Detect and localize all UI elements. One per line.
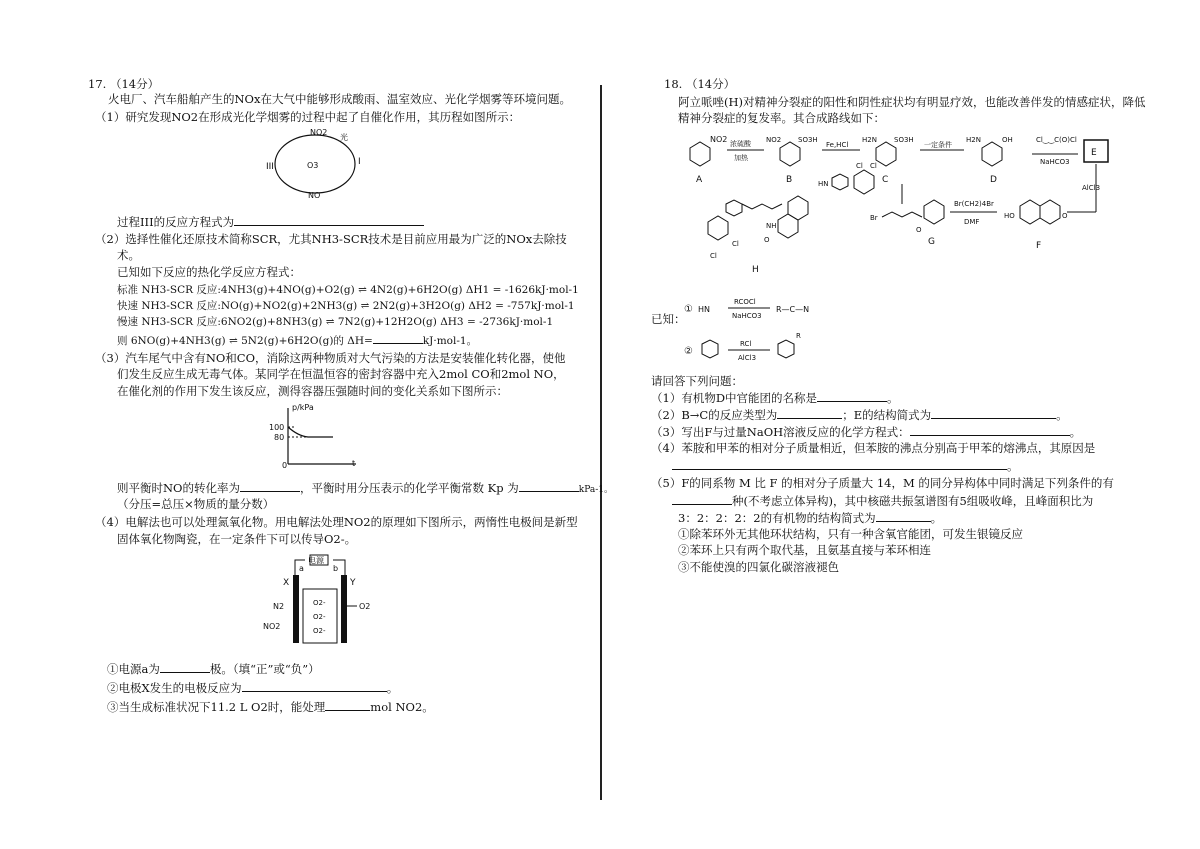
- q17-part3-a: （3）汽车尾气中含有NO和CO，消除这两种物质对大气污染的方法是安装催化转化器，使他: [95, 351, 566, 365]
- label-a: A: [696, 175, 703, 185]
- q18-a5-b: [672, 493, 1093, 509]
- compound-h-o: O: [764, 236, 770, 244]
- q17-header: 17. （14分）: [88, 77, 160, 91]
- a5-c-prefix: 3：2：2：2：2的有机物的结构简式为: [678, 511, 876, 525]
- eq4-suffix: kJ·mol-1。: [422, 335, 478, 347]
- answer-blank[interactable]: [240, 480, 300, 492]
- compound-c-nh2: H2N: [862, 136, 877, 144]
- known1-right: R—C—N: [776, 305, 810, 314]
- known2-top: RCl: [740, 340, 752, 348]
- electrode-x-label: X: [283, 578, 290, 588]
- a1-prefix: （1）有机物D中官能团的名称是: [651, 391, 818, 405]
- known-label: 已知：: [651, 312, 686, 326]
- compound-h-piperazine: [726, 200, 742, 216]
- q18-a5-a: （5）F的同系物 M 比 F 的相对分子质量大 14，M 的同分异构体中同时满足下列条件的有: [651, 476, 1114, 490]
- q18-a1: [651, 390, 899, 406]
- a3-prefix: （3）写出F与过量NaOH溶液反应的化学方程式：: [651, 425, 910, 439]
- compound-f-ring: [1020, 200, 1040, 224]
- electrode-y: [341, 575, 347, 643]
- terminal-a: a: [299, 564, 304, 573]
- q17-sub2: [107, 680, 398, 696]
- arrow-5-label: AlCl3: [1082, 184, 1101, 192]
- known2-product: [778, 340, 794, 358]
- q17-part1: （1）研究发现NO2在形成光化学烟雾的过程中起了自催化作用，其历程如图所示：: [95, 110, 521, 124]
- a3-suffix: 。: [1069, 425, 1082, 439]
- known1-top: RCOCl: [734, 298, 756, 306]
- q18-cond1: ①除苯环外无其他环状结构，只有一种含氧官能团，可发生银镜反应: [678, 527, 1023, 541]
- q18-a2: [651, 407, 1068, 423]
- q17-part1-prompt: 过程III的反应方程式为: [117, 215, 235, 229]
- q17-part2-c: 已知如下反应的热化学反应方程式：: [117, 265, 301, 279]
- answer-blank[interactable]: [931, 407, 1056, 419]
- compound-b-so3h: SO3H: [798, 136, 818, 144]
- compound-g-ring: [924, 200, 944, 224]
- compound-g-br: Br: [870, 214, 878, 222]
- answer-blank[interactable]: [242, 680, 387, 692]
- compound-f-lactam: [1040, 200, 1060, 224]
- answer-blank[interactable]: [160, 661, 210, 673]
- column-divider: [600, 85, 602, 800]
- reagent-cl-2: Cl: [870, 162, 877, 170]
- q17-eq1: 标准 NH3-SCR 反应:4NH3(g)+4NO(g)+O2(g) ⇌ 4N2(g)+6H2O(g) ΔH1 = -1626kJ·mol-1: [117, 284, 579, 296]
- answer-blank[interactable]: [373, 332, 423, 344]
- a2-prefix: （2）B→C的反应类型为: [651, 408, 778, 422]
- compound-h-lactam: [778, 214, 798, 238]
- a4-suffix: 。: [1007, 459, 1019, 473]
- known2-num: ②: [684, 346, 693, 357]
- answer-blank[interactable]: [672, 458, 1007, 470]
- sub3-suffix: mol NO2。: [370, 700, 434, 714]
- compound-f-ho: HO: [1004, 212, 1015, 220]
- q17-part2-a: （2）选择性催化还原技术简称SCR，尤其NH3-SCR技术是目前应用最为广泛的NOx去除技: [95, 232, 567, 246]
- graph-origin: 0: [282, 461, 288, 470]
- compound-h-ring: [788, 196, 808, 220]
- cycle-center-label: O3: [307, 161, 319, 170]
- eq4-prefix: 则 6NO(g)+4NH3(g) ⇌ 5N2(g)+6H2O(g)的 ΔH=: [117, 335, 373, 347]
- compound-g-o: O: [916, 226, 922, 234]
- pressure-curve: [288, 427, 333, 437]
- compound-g-chain: [882, 212, 922, 217]
- known1-num: ①: [684, 304, 693, 315]
- a5-b-suffix: 种(不考虑立体异构)，其中核磁共振氢谱图有5组吸收峰，且峰面积比为: [732, 494, 1094, 508]
- answer-blank[interactable]: [817, 390, 887, 402]
- p3-prompt-b: ，平衡时用分压表示的化学平衡常数 Kp 为: [300, 481, 519, 495]
- arrow-6-bottom: DMF: [964, 218, 980, 226]
- q18-a5-c: [678, 510, 942, 526]
- cycle-top-label: NO2: [310, 128, 328, 137]
- arrow-4-top: Cl‿‿C(O)Cl: [1036, 136, 1077, 144]
- label-d: D: [990, 175, 997, 185]
- terminal-b: b: [333, 564, 339, 573]
- answer-blank[interactable]: [234, 214, 424, 226]
- q17-part2-b: 术。: [117, 248, 140, 262]
- graph-y-low: 80: [274, 433, 285, 442]
- compound-b-ring: [780, 142, 800, 166]
- q17-eq4: [117, 332, 477, 349]
- cycle-right-label: I: [358, 157, 361, 167]
- q18-a4-answer: [672, 458, 1019, 474]
- ion-label: O2-: [313, 627, 326, 635]
- label-h: H: [752, 265, 759, 275]
- cycle-bottom-label: NO: [308, 191, 321, 200]
- label-e: E: [1091, 148, 1097, 158]
- q17-sub1: [107, 661, 320, 677]
- q17-part4-a: （4）电解法也可以处理氮氧化物。用电解法处理NO2的原理如下图所示，两惰性电极间是新型: [95, 515, 578, 529]
- compound-a-ring: [690, 142, 710, 166]
- reagent-cl-1: Cl: [856, 162, 863, 170]
- sub2-suffix: 。: [386, 681, 399, 695]
- a1-suffix: 。: [887, 391, 899, 405]
- known2-right: R: [796, 332, 801, 340]
- compound-h-chain: [742, 204, 782, 209]
- sub2-prefix: ②电极X发生的电极反应为: [107, 681, 242, 695]
- sub1-suffix: 极。（填“正”或“负”）: [209, 662, 320, 676]
- label-b: B: [786, 175, 793, 185]
- o2-label: O2: [359, 602, 371, 611]
- compound-c-so3h: SO3H: [894, 136, 914, 144]
- q17-eq2: 快速 NH3-SCR 反应:NO(g)+NO2(g)+2NH3(g) ⇌ 2N2(g)+3H2O(g) ΔH2 = -757kJ·mol-1: [117, 300, 575, 312]
- compound-c-ring: [876, 142, 896, 166]
- arrow-1-top: 浓硫酸: [730, 140, 751, 148]
- compound-d-oh: OH: [1002, 136, 1013, 144]
- q18-cond2: ②苯环上只有两个取代基，且氨基直接与苯环相连: [678, 543, 931, 557]
- graph-xlabel: t: [352, 459, 356, 468]
- answer-blank[interactable]: [910, 424, 1070, 436]
- piperazine-ring: [832, 174, 848, 190]
- q17-eq3: 慢速 NH3-SCR 反应:6NO2(g)+8NH3(g) ⇌ 7N2(g)+12H2O(g) ΔH3 = -2736kJ·mol-1: [117, 316, 554, 328]
- a2-suffix: 。: [1056, 408, 1068, 422]
- ion-label: O2-: [313, 613, 326, 621]
- known-reactions: [684, 288, 864, 368]
- a5-c-suffix: 。: [930, 511, 943, 525]
- photochemical-cycle-diagram: [250, 126, 380, 202]
- q18-intro-b: 精神分裂症的复发率。其合成路线如下：: [678, 111, 885, 125]
- electrode-y-label: Y: [350, 578, 356, 588]
- q17-part4-b: 固体氧化物陶瓷，在一定条件下可以传导O2-。: [117, 532, 357, 546]
- cycle-light-label: 光: [340, 133, 348, 142]
- label-c: C: [882, 175, 889, 185]
- piperazine-hn: HN: [818, 180, 829, 188]
- q17-part1-question: [117, 214, 424, 230]
- compound-d-nh2: H2N: [966, 136, 981, 144]
- no2-label: NO2: [263, 622, 281, 631]
- answer-blank[interactable]: [519, 480, 579, 492]
- answer-blank[interactable]: [876, 510, 931, 522]
- arrow-3-top: 一定条件: [924, 141, 952, 149]
- known1-bottom: NaHCO3: [732, 312, 762, 320]
- compound-h-nh: NH: [766, 222, 777, 230]
- n2-label: N2: [273, 602, 285, 611]
- label-f: F: [1036, 241, 1042, 251]
- compound-h-cl-1: Cl: [732, 240, 739, 248]
- q17-part3-b: 们发生反应生成无毒气体。某同学在恒温恒容的密封容器中充入2mol CO和2mol NO，: [117, 367, 565, 381]
- ion-label: O2-: [313, 599, 326, 607]
- q17-intro: 火电厂、汽车船舶产生的NOx在大气中能够形成酸雨、温室效应、光化学烟雾等环境问题。: [108, 92, 571, 106]
- q18-header: 18. （14分）: [664, 77, 736, 91]
- sub3-prefix: ③当生成标准状况下11.2 L O2时，能处理: [107, 700, 326, 714]
- sub1-prefix: ①电源a为: [107, 662, 160, 676]
- compound-d-ring: [982, 142, 1002, 166]
- arrow-4-bottom: NaHCO3: [1040, 158, 1070, 166]
- pressure-time-graph: [268, 402, 368, 470]
- arrow-2-top: Fe,HCl: [826, 141, 849, 149]
- q17-sub3: [107, 699, 434, 715]
- electrode-x: [293, 575, 299, 643]
- answer-blank[interactable]: [672, 493, 732, 505]
- graph-ylabel: p/kPa: [292, 403, 314, 412]
- q18-intro-a: 阿立哌唑(H)对精神分裂症的阳性和阴性症状均有明显疗效，也能改善伴发的情感症状，降低: [678, 95, 1146, 109]
- cycle-left-label: III: [266, 162, 274, 172]
- q18-a3: [651, 424, 1081, 440]
- compound-h-cl-2: Cl: [710, 252, 717, 260]
- power-label: 电源: [308, 556, 324, 565]
- answer-blank[interactable]: [777, 407, 842, 419]
- q17-part3-question: [117, 480, 613, 498]
- electrolysis-cell-diagram: [255, 553, 385, 645]
- q18-cond3: ③不能使溴的四氯化碳溶液褪色: [678, 560, 839, 574]
- answer-blank[interactable]: [325, 699, 370, 711]
- p3-prompt-c: kPa-1。: [578, 485, 614, 495]
- known2-benzene: [702, 340, 718, 358]
- compound-h-dichlorophenyl: [708, 216, 728, 240]
- compound-b-no2: NO2: [766, 136, 782, 144]
- arrow-6-top: Br(CH2)4Br: [954, 200, 994, 208]
- q17-part3-note: （分压=总压×物质的量分数）: [117, 497, 275, 511]
- graph-y-high: 100: [269, 423, 285, 432]
- reagent-ring: [854, 170, 874, 194]
- compound-a-group: NO2: [710, 135, 728, 144]
- p3-prompt-a: 则平衡时NO的转化率为: [117, 481, 240, 495]
- label-g: G: [928, 237, 935, 247]
- q18-ask: 请回答下列问题：: [651, 374, 743, 388]
- known2-bottom: AlCl3: [738, 354, 757, 362]
- q18-a4: （4）苯胺和甲苯的相对分子质量相近，但苯胺的沸点分别高于甲苯的熔沸点，其原因是: [651, 441, 1096, 455]
- compound-f-o: O: [1062, 212, 1068, 220]
- q17-part3-c: 在催化剂的作用下发生该反应，测得容器压强随时间的变化关系如下图所示：: [117, 384, 508, 398]
- arrow-1-bottom: 加热: [734, 154, 748, 162]
- a2-middle: ；E的结构简式为: [842, 408, 932, 422]
- synthesis-route: [672, 124, 1132, 284]
- known1-left: HN: [698, 305, 710, 314]
